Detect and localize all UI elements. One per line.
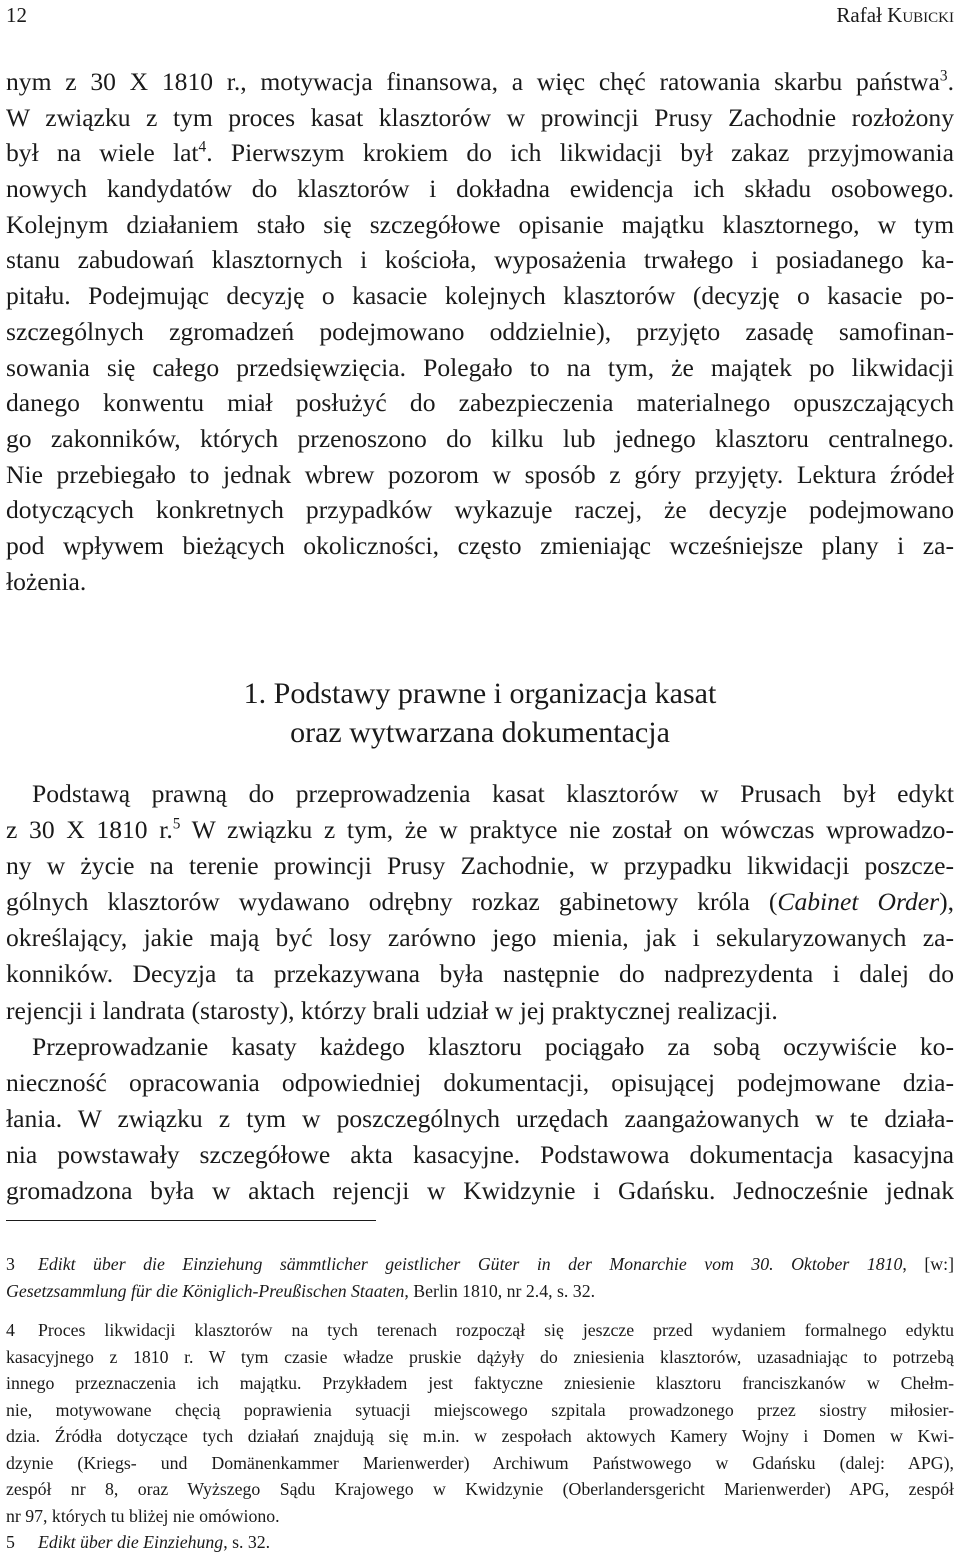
- section-heading-line-1: 1. Podstawy prawne i organizacja kasat: [243, 677, 717, 710]
- footnote-line: dzynie (Kriegs- und Domänenkammer Marienwerder) Archiwum Państwowego w Gdańsku (dalej: APG),: [6, 1452, 954, 1473]
- footnote-line: innego przeznaczenia ich majątku. Przykładem jest faktyczne zniesienie klasztoru franciszkanów w Chełm-: [6, 1373, 954, 1393]
- author-last-name: Kubicki: [887, 3, 954, 27]
- paragraph-line: łożenia.: [6, 566, 87, 596]
- page-number: 12: [6, 3, 27, 27]
- paragraph-line: Przeprowadzanie kasaty każdego klasztoru pociągało za sobą oczywiście ko-: [32, 1032, 954, 1061]
- paragraph-line: go zakonników, których przenoszono do kilku lub jednego klasztoru centralnego.: [6, 423, 954, 453]
- italic-term: Cabinet Order: [777, 887, 940, 917]
- paragraph-3: [6, 1029, 954, 1209]
- paragraph-line: Kolejnym działaniem stało się szczegółowe opisanie majątku klasztornego, w tym: [6, 209, 954, 239]
- footnote-line: 4 Proces likwidacji klasztorów na tych terenach rozpoczął się jeszcze przed wydaniem formalnego edyktu: [6, 1317, 954, 1344]
- footnote-line: zespół nr 8, oraz Wyższego Sądu Krajowego w Kwidzynie (Oberlandersgericht Marienwerder) APG, zespół: [6, 1479, 954, 1499]
- paragraph-line: stanu zabudowań klasztornych i kościoła, wyposażenia trwałego i posiadanego ka-: [6, 245, 954, 275]
- paragraph-line: konników. Decyzja ta przekazywana była następnie do nadprezydenta i dalej do: [6, 959, 954, 989]
- paragraph-line: rejencji i landrata (starosty), którzy brali udział w jej praktycznej realizacji.: [6, 995, 778, 1025]
- footnote-line: 3 Edikt über die Einziehung sämmtlicher geistlicher Güter in der Monarchie vom 30. Oktober 1810, [w:]: [6, 1251, 954, 1278]
- footnote-5: [6, 1529, 954, 1556]
- footnote-3: [6, 1251, 954, 1304]
- footnote-4: [6, 1317, 954, 1529]
- footnote-line: 5 Edikt über die Einziehung, s. 32.: [6, 1529, 954, 1556]
- paragraph-1: [6, 64, 954, 599]
- paragraph-line: ny w życie na terenie prowincji Prusy Zachodnie, w przypadku likwidacji poszcze-: [6, 851, 954, 881]
- paragraph-line: z 30 X 1810 r.$^5$ W związku z tym, że w praktyce nie został on wówczas wprowadzo-: [6, 815, 954, 845]
- footnote-number: 3: [6, 1254, 15, 1274]
- author-first-name: Rafał: [836, 3, 888, 27]
- paragraph-line: Podstawą prawną do przeprowadzenia kasat klasztorów w Prusach był edykt: [32, 779, 954, 808]
- footnote-line: kasacyjnego z 1810 r. W tym czasie władze pruskie dążyły do zniesienia klasztorów, uzasadniając to potrzebą: [6, 1346, 954, 1367]
- paragraph-line: pod wpływem bieżących okoliczności, często zmieniając wcześniejsze plany i za-: [6, 530, 954, 560]
- footnote-line: nie, motywowane chęcią poprawienia sytuacji miejscowego szpitala prowadzonego przez siostry miłosier-: [6, 1399, 954, 1420]
- section-heading: [6, 674, 954, 752]
- paragraph-line: nym z 30 X 1810 r., motywacja finansowa, a więc chęć ratowania skarbu państwa$^3$.: [6, 67, 954, 96]
- footnote-number: 4: [6, 1320, 15, 1340]
- running-author: [836, 2, 954, 28]
- running-header: [6, 2, 954, 28]
- footnote-number: 5: [6, 1532, 15, 1552]
- paragraph-2: [6, 776, 954, 1029]
- footnote-ref-5[interactable]: 5: [172, 815, 181, 833]
- footnote-ref-4[interactable]: 4: [198, 138, 207, 156]
- paragraph-line: szczególnych zgromadzeń podejmowano oddzielnie), przyjęto zasadę samofinan-: [6, 316, 954, 346]
- section-heading-line-2: oraz wytwarzana dokumentacja: [290, 716, 670, 749]
- paragraph-line: W związku z tym proces kasat klasztorów w prowincji Prusy Zachodnie rozłożony: [6, 102, 954, 132]
- paragraph-line: nowych kandydatów do klasztorów i dokładna ewidencja ich składu osobowego.: [6, 174, 954, 204]
- paragraph-line: danego konwentu miał posłużyć do zabezpieczenia materialnego opuszczających: [6, 388, 954, 418]
- paragraph-line: sowania się całego przedsięwzięcia. Polegało to na tym, że majątek po likwidacji: [6, 352, 954, 382]
- paragraph-line: określający, jakie mają być losy zarówno jego mienia, jak i sekularyzowanych za-: [6, 923, 954, 953]
- footnote-line: dzia. Źródła dotyczące tych działań znajdują się m.in. w zespołach aktowych Kamery Wojny i Domen w Kwi-: [6, 1426, 954, 1446]
- paragraph-line: nieczność opracowania odpowiedniej dokumentacji, opisującej podejmowane dzia-: [6, 1068, 954, 1098]
- paragraph-line: łania. W związku z tym w poszczególnych urzędach zaangażowanych w te działa-: [6, 1104, 954, 1134]
- paragraph-line: był na wiele lat$^4$. Pierwszym krokiem do ich likwidacji był zakaz przyjmowania: [6, 138, 954, 168]
- paragraph-line: nia powstawały szczegółowe akta kasacyjne. Podstawowa dokumentacja kasacyjna: [6, 1140, 954, 1170]
- paragraph-line: Nie przebiegało to jednak wbrew pozorom w sposób z góry przyjęty. Lektura źródeł: [6, 459, 954, 489]
- paragraph-line: dotyczących konkretnych przypadków wykazuje raczej, że decyzje podejmowano: [6, 495, 954, 525]
- paragraph-line: gromadzona była w aktach rejencji w Kwidzynie i Gdańsku. Jednocześnie jednak: [6, 1176, 954, 1206]
- paragraph-line: pitału. Podejmując decyzję o kasacie kolejnych klasztorów (decyzję o kasacie po-: [6, 281, 954, 311]
- footnote-line: Gesetzsammlung für die Königlich-Preußischen Staaten, Berlin 1810, nr 2.4, s. 32.: [6, 1280, 596, 1301]
- footnote-ref-3[interactable]: 3: [939, 67, 948, 85]
- paragraph-line: gólnych klasztorów wydawano odrębny rozkaz gabinetowy króla (Cabinet Order),: [6, 887, 954, 917]
- footnote-line: nr 97, których tu bliżej nie omówiono.: [6, 1505, 280, 1526]
- footnote-separator: [6, 1220, 376, 1221]
